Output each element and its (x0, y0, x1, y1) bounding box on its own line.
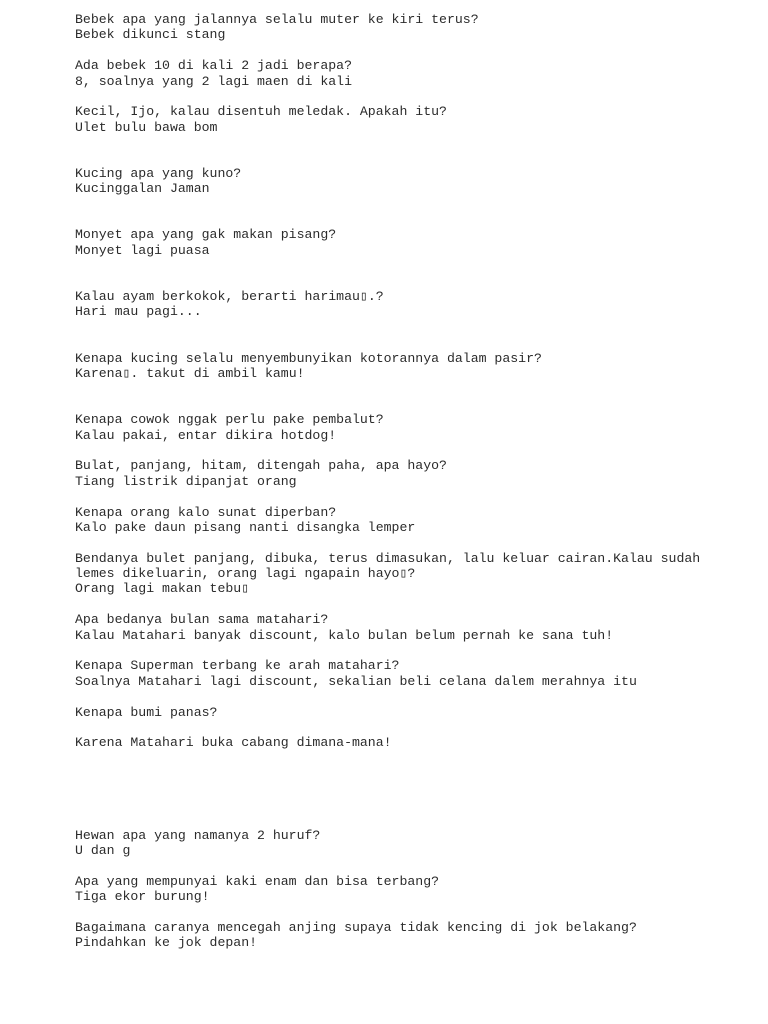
text-line: Soalnya Matahari lagi discount, sekalian beli celana dalem merahnya itu (75, 673, 637, 689)
blank-line (75, 212, 735, 227)
text-line: Bebek dikunci stang (75, 27, 226, 43)
text-line: Tiga ekor burung! (75, 889, 210, 905)
text-line: Tiang listrik dipanjat orang (75, 473, 297, 489)
text-line: Kalau Matahari banyak discount, kalo bulan belum pernah ke sana tuh! (75, 627, 614, 643)
blank-line (75, 258, 735, 273)
text-line: Kenapa cowok nggak perlu pake pembalut? (75, 412, 384, 428)
text-line: Kecil, Ijo, kalau disentuh meledak. Apakah itu? (75, 104, 447, 120)
blank-line (75, 89, 735, 104)
text-line: Bebek apa yang jalannya selalu muter ke kiri terus? (75, 12, 479, 27)
text-line: Ulet bulu bawa bom (75, 119, 218, 135)
blank-line (75, 397, 735, 412)
text-line: Bagaimana caranya mencegah anjing supaya tidak kencing di jok belakang? (75, 920, 637, 936)
document-body (75, 12, 735, 951)
text-line: Karena Matahari buka cabang dimana-mana! (75, 735, 392, 751)
text-line: Kalau ayam berkokok, berarti harimau▯.? (75, 289, 384, 305)
text-line: Kalo pake daun pisang nanti disangka lemper (75, 519, 416, 535)
text-line: Kenapa kucing selalu menyembunyikan kotorannya dalam pasir? (75, 350, 542, 366)
text-line: Apa bedanya bulan sama matahari? (75, 612, 329, 628)
blank-line (75, 335, 735, 350)
blank-line (75, 151, 735, 166)
blank-line (75, 905, 735, 920)
blank-line (75, 597, 735, 612)
text-line: Kenapa orang kalo sunat diperban? (75, 504, 337, 520)
blank-line (75, 766, 735, 781)
blank-line (75, 812, 735, 827)
text-line: Kucing apa yang kuno? (75, 165, 242, 181)
blank-line (75, 689, 735, 704)
text-line: Kenapa bumi panas? (75, 704, 218, 720)
blank-line (75, 274, 735, 289)
text-line: Bulat, panjang, hitam, ditengah paha, apa hayo? (75, 458, 447, 474)
text-line: Kucinggalan Jaman (75, 181, 210, 197)
text-line: Hewan apa yang namanya 2 huruf? (75, 827, 321, 843)
blank-line (75, 535, 735, 550)
text-line: U dan g (75, 843, 131, 859)
text-line: Kenapa Superman terbang ke arah matahari? (75, 658, 400, 674)
blank-line (75, 720, 735, 735)
blank-line (75, 782, 735, 797)
text-line: 8, soalnya yang 2 lagi maen di kali (75, 73, 352, 89)
text-line: Apa yang mempunyai kaki enam dan bisa terbang? (75, 873, 440, 889)
blank-line (75, 443, 735, 458)
blank-line (75, 381, 735, 396)
blank-line (75, 858, 735, 873)
blank-line (75, 751, 735, 766)
blank-line (75, 135, 735, 150)
text-line: Monyet lagi puasa (75, 242, 210, 258)
blank-line (75, 797, 735, 812)
text-line: Ada bebek 10 di kali 2 jadi berapa? (75, 58, 352, 74)
text-line: Karena▯. takut di ambil kamu! (75, 365, 305, 381)
text-line: lemes dikeluarin, orang lagi ngapain hayo▯? (75, 566, 416, 582)
blank-line (75, 43, 735, 58)
blank-line (75, 643, 735, 658)
blank-line (75, 197, 735, 212)
text-line: Pindahkan ke jok depan! (75, 935, 258, 951)
text-line: Orang lagi makan tebu▯ (75, 581, 250, 597)
text-line: Monyet apa yang gak makan pisang? (75, 227, 337, 243)
text-line: Hari mau pagi... (75, 304, 202, 320)
blank-line (75, 320, 735, 335)
blank-line (75, 489, 735, 504)
text-line: Bendanya bulet panjang, dibuka, terus dimasukan, lalu keluar cairan.Kalau sudah (75, 550, 701, 566)
text-line: Kalau pakai, entar dikira hotdog! (75, 427, 337, 443)
